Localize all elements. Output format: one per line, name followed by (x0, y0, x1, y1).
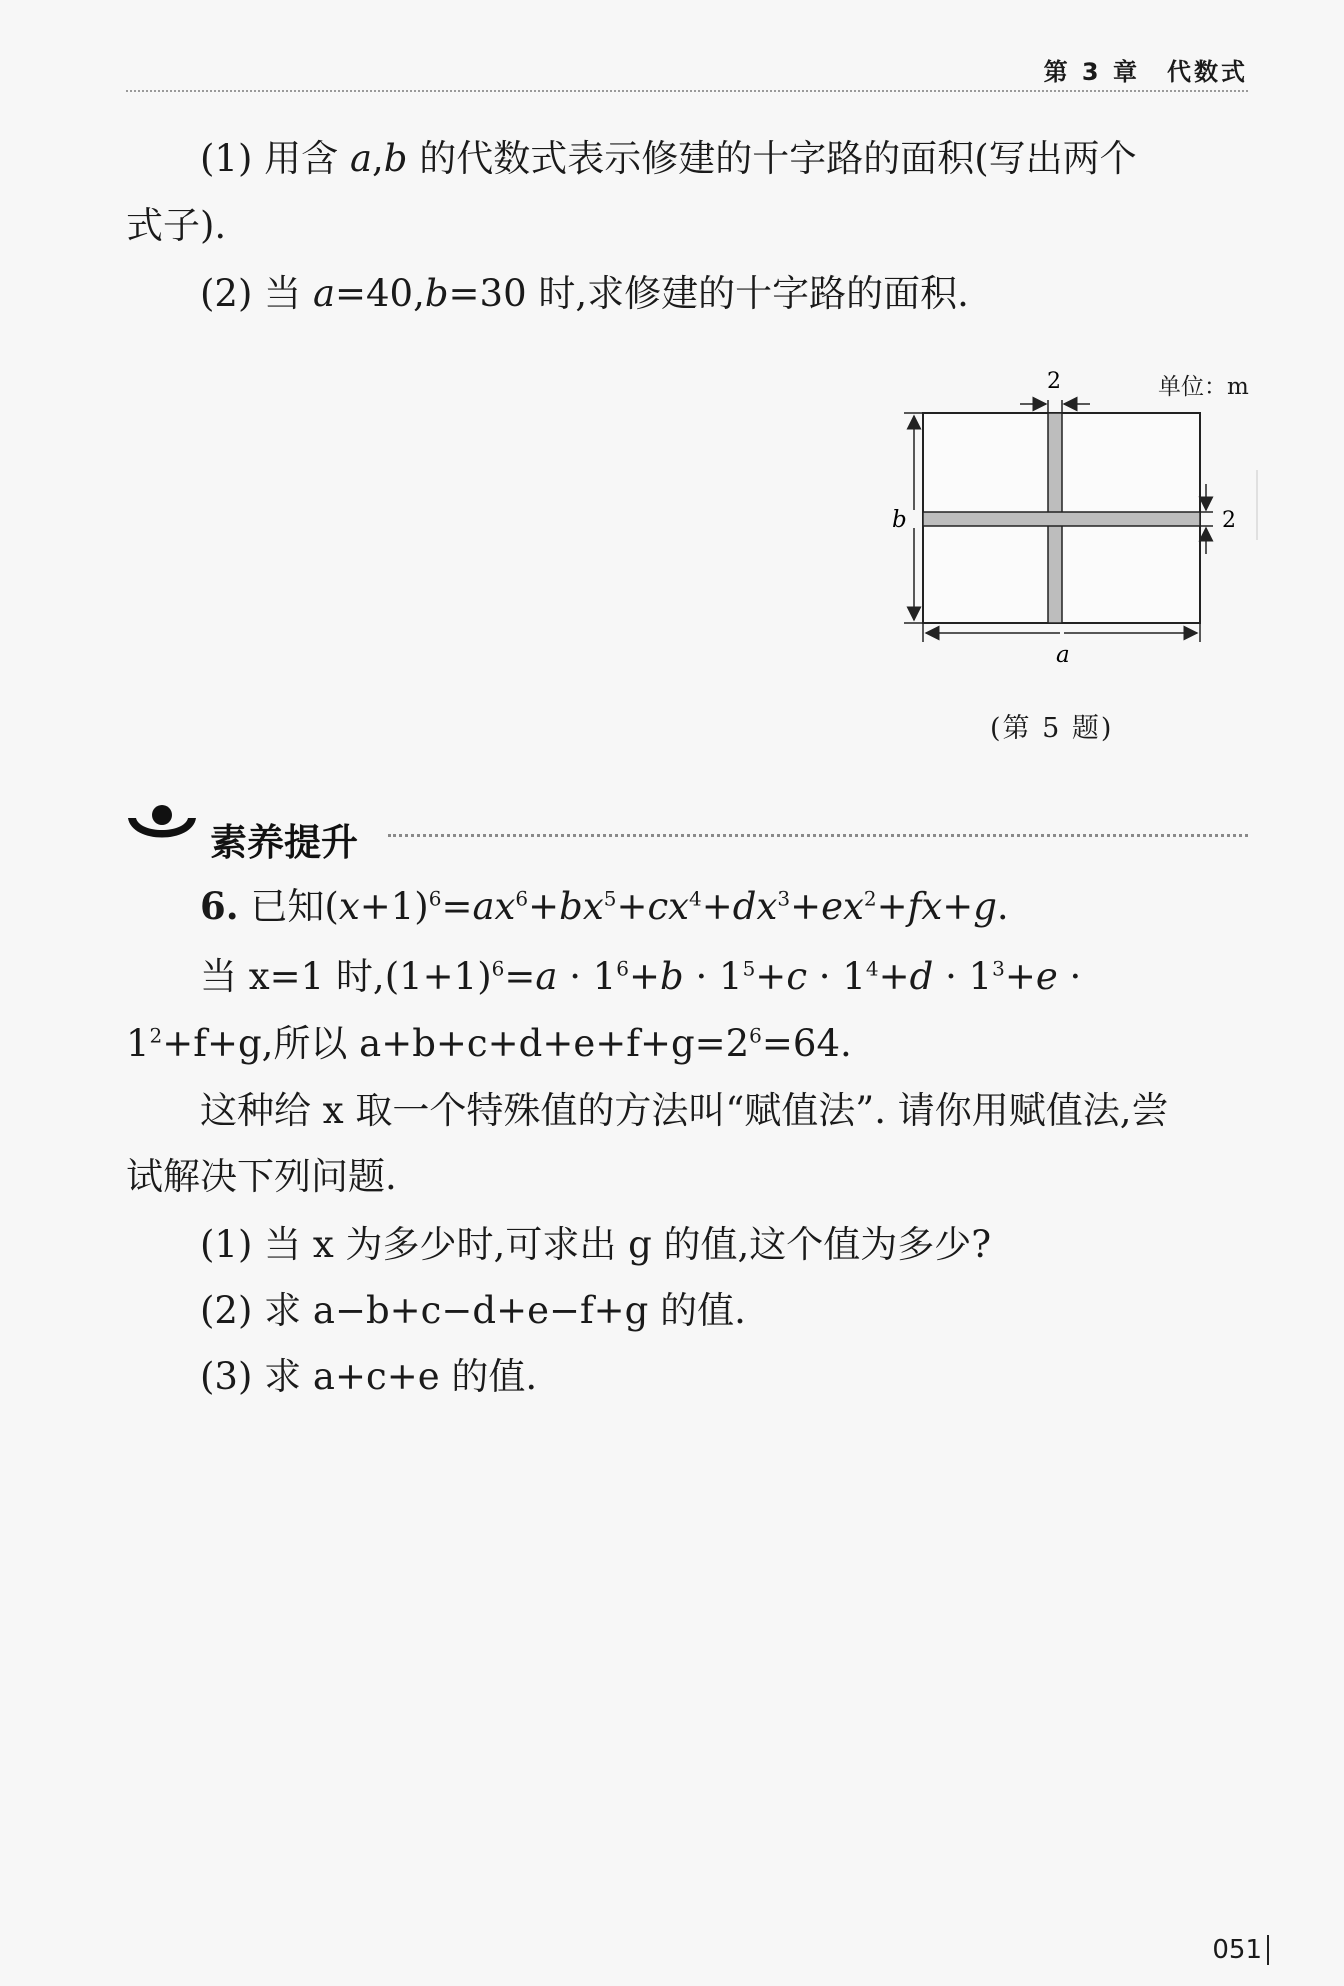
crossroad-figure (880, 360, 1260, 670)
q6-line3-rest: +f+g,所以 a+b+c+d+e+f+g=2 (162, 1022, 750, 1065)
q6-line3: $1^2+f+g$,所以 $a+b+c+d+e+f+g=2^6=64$. (126, 1022, 852, 1065)
section-icon (122, 800, 202, 852)
q5-part2-eq1: =40, (335, 272, 425, 315)
q5-part1-prefix: (1) 用含 (200, 137, 350, 180)
page-number: 051 (1212, 1935, 1262, 1965)
q6-line3-text: 1 (126, 1022, 150, 1065)
q5-part2-eq2: =30 时,求修建的十字路的面积. (448, 272, 969, 315)
q6-line5: 试解决下列问题. (126, 1155, 397, 1198)
q6-sub2: (2) 求 a−b+c−d+e−f+g 的值. (200, 1289, 746, 1332)
q6-line1: 6. 已知$(x+1)^6=ax^6+bx^5+cx^4+dx^3+ex^2+fx+g$. (200, 884, 1009, 928)
q6-line2-text: 当 x=1 时,(1+1) (200, 955, 492, 998)
var-b: b (424, 272, 449, 315)
page-number-bar (1267, 1935, 1269, 1965)
var-b: b (383, 137, 408, 180)
q5-part1-suffix: 的代数式表示修建的十字路的面积(写出两个 (407, 137, 1137, 180)
header-divider (126, 90, 1248, 92)
q6-line4: 这种给 x 取一个特殊值的方法叫“赋值法”. 请你用赋值法,尝 (200, 1089, 1169, 1132)
figure-caption: (第 5 题) (990, 713, 1114, 744)
unit-label: 单位：m (1158, 374, 1249, 400)
page-edge-shadow (1256, 470, 1258, 540)
q6-line2: 当 x=1 时$,(1+1)^6=a \cdot 1^6+b \cdot 1^5+c \cdot 1^4+d \cdot 1^3+e$ · (200, 955, 1082, 998)
horizontal-road (923, 512, 1200, 526)
q6-sub3: (3) 求 a+c+e 的值. (200, 1355, 538, 1398)
q6-number: 6. (200, 884, 239, 928)
side-a-label: a (1056, 642, 1070, 668)
chapter-header: 第 3 章 代数式 (1043, 58, 1248, 86)
q5-part1-line1 (200, 137, 1137, 180)
q5-part2 (200, 272, 969, 315)
section-divider (388, 834, 1248, 837)
section-title: 素养提升 (210, 821, 358, 864)
road-width-top-label: 2 (1047, 369, 1061, 394)
var-a: a (349, 137, 372, 180)
road-intersection (1049, 513, 1061, 525)
road-width-right-label: 2 (1222, 508, 1236, 533)
q5-part1-line2: 式子). (126, 204, 227, 247)
var-a: a (312, 272, 335, 315)
side-b-label: b (892, 507, 907, 533)
q6-line3-end: =64. (761, 1022, 852, 1065)
comma: , (372, 137, 384, 180)
q6-sub1: (1) 当 x 为多少时,可求出 g 的值,这个值为多少? (200, 1223, 992, 1266)
q6-line1-text: 已知( (238, 885, 339, 928)
q5-part2-prefix: (2) 当 (200, 272, 313, 315)
